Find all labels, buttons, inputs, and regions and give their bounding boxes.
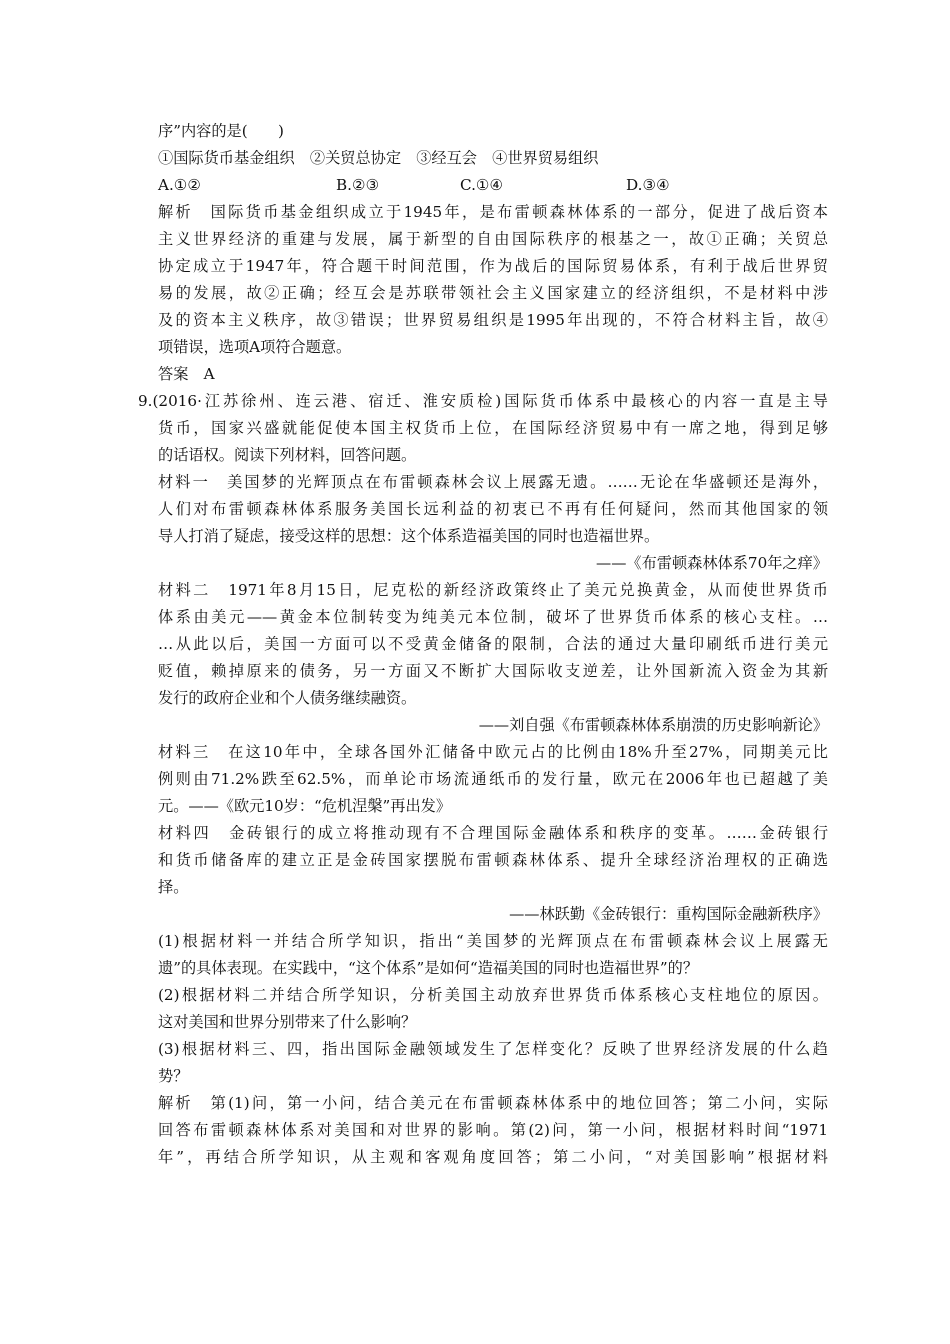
q8-analysis-line: 主义世界经济的重建与发展，属于新型的自由国际秩序的根基之一，故①正确；关贸总 xyxy=(158,230,828,248)
q8-answer: 答案 A xyxy=(158,365,215,383)
q8-option-b: B.②③ xyxy=(336,176,380,194)
material-4-line: 择。 xyxy=(158,878,189,896)
q8-options xyxy=(158,172,828,199)
question-line: 这对美国和世界分别带来了什么影响？ xyxy=(158,1013,417,1031)
material-2-line: 体系由美元——黄金本位制转变为纯美元本位制，破坏了世界货币体系的核心支柱。… xyxy=(158,608,828,626)
q8-analysis-line: 易的发展，故②正确；经互会是苏联带领社会主义国家建立的经济组织，不是材料中涉 xyxy=(158,284,828,302)
q8-items: ①国际货币基金组织 ②关贸总协定 ③经互会 ④世界贸易组织 xyxy=(158,149,599,167)
material-2-source: ——刘自强《布雷顿森林体系崩溃的历史影响新论》 xyxy=(478,716,828,734)
q9-analysis-line: 年”，再结合所学知识，从主观和客观角度回答；第二小问，“对美国影响”根据材料 xyxy=(158,1148,828,1166)
material-2-line: 贬值，赖掉原来的债务，另一方面又不断扩大国际收支逆差，让外国新流入资金为其新 xyxy=(158,662,828,680)
question-line: (1)根据材料一并结合所学知识，指出“美国梦的光辉顶点在布雷顿森林会议上展露无 xyxy=(158,932,828,950)
material-3-line: 元。——《欧元10岁：“危机涅槃”再出发》 xyxy=(158,797,452,815)
q9-intro-line: 9.(2016·江苏徐州、连云港、宿迁、淮安质检)国际货币体系中最核心的内容一直是主导 xyxy=(138,392,828,410)
material-4-line: 材料四 金砖银行的成立将推动现有不合理国际金融体系和秩序的变革。……金砖银行 xyxy=(158,824,828,842)
material-1-line: 材料一 美国梦的光辉顶点在布雷顿森林会议上展露无遗。……无论在华盛顿还是海外， xyxy=(158,473,828,491)
material-3-line: 材料三 在这10年中，全球各国外汇储备中欧元占的比例由18%升至27%，同期美元比 xyxy=(158,743,828,761)
q8-analysis-line: 项错误，选项A项符合题意。 xyxy=(158,338,352,356)
material-2-line: …从此以后，美国一方面可以不受黄金储备的限制，合法的通过大量印刷纸币进行美元 xyxy=(158,635,828,653)
material-1-line: 导人打消了疑虑，接受这样的思想：这个体系造福美国的同时也造福世界。 xyxy=(158,527,660,545)
q8-analysis-line: 解析 国际货币基金组织成立于1945年，是布雷顿森林体系的一部分，促进了战后资本 xyxy=(158,203,828,221)
q9-intro-line: 货币，国家兴盛就能促使本国主权货币上位，在国际经济贸易中有一席之地，得到足够 xyxy=(158,419,828,437)
material-1-source: ——《布雷顿森林体系70年之痒》 xyxy=(596,554,828,572)
q9-analysis-line: 回答布雷顿森林体系对美国和对世界的影响。第(2)问，第一小问，根据材料时间“1971 xyxy=(158,1121,828,1139)
q8-option-a: A.①② xyxy=(158,176,202,194)
material-2-line: 发行的政府企业和个人债务继续融资。 xyxy=(158,689,417,707)
question-line: 遗”的具体表现。在实践中，“这个体系”是如何“造福美国的同时也造福世界”的？ xyxy=(158,959,699,977)
q8-analysis-line: 协定成立于1947年，符合题干时间范围，作为战后的国际贸易体系，有利于战后世界贸 xyxy=(158,257,828,275)
question-line: (3)根据材料三、四，指出国际金融领域发生了怎样变化？反映了世界经济发展的什么趋 xyxy=(158,1040,828,1058)
material-4-line: 和货币储备库的建立正是金砖国家摆脱布雷顿森林体系、提升全球经济治理权的正确选 xyxy=(158,851,828,869)
q8-analysis-line: 及的资本主义秩序，故③错误；世界贸易组织是1995年出现的，不符合材料主旨，故④ xyxy=(158,311,828,329)
q9-analysis-line: 解析 第(1)问，第一小问，结合美元在布雷顿森林体系中的地位回答；第二小问，实际 xyxy=(158,1094,828,1112)
q8-stem-tail: 序”内容的是( ) xyxy=(158,122,284,140)
q8-option-c: C.①④ xyxy=(460,176,504,194)
question-line: (2)根据材料二并结合所学知识，分析美国主动放弃世界货币体系核心支柱地位的原因。 xyxy=(158,986,828,1004)
page-content xyxy=(138,118,828,1171)
material-4-source: ——林跃勤《金砖银行：重构国际金融新秩序》 xyxy=(509,905,828,923)
q8-option-d: D.③④ xyxy=(626,176,670,194)
question-line: 势？ xyxy=(158,1067,189,1085)
material-1-line: 人们对布雷顿森林体系服务美国长远利益的初衷已不再有任何疑问，然而其他国家的领 xyxy=(158,500,828,518)
material-3-line: 例则由71.2%跌至62.5%，而单论市场流通纸币的发行量，欧元在2006年也已超越了美 xyxy=(158,770,828,788)
q9-intro-line: 的话语权。阅读下列材料，回答问题。 xyxy=(158,446,417,464)
material-2-line: 材料二 1971年8月15日，尼克松的新经济政策终止了美元兑换黄金，从而使世界货币 xyxy=(158,581,828,599)
